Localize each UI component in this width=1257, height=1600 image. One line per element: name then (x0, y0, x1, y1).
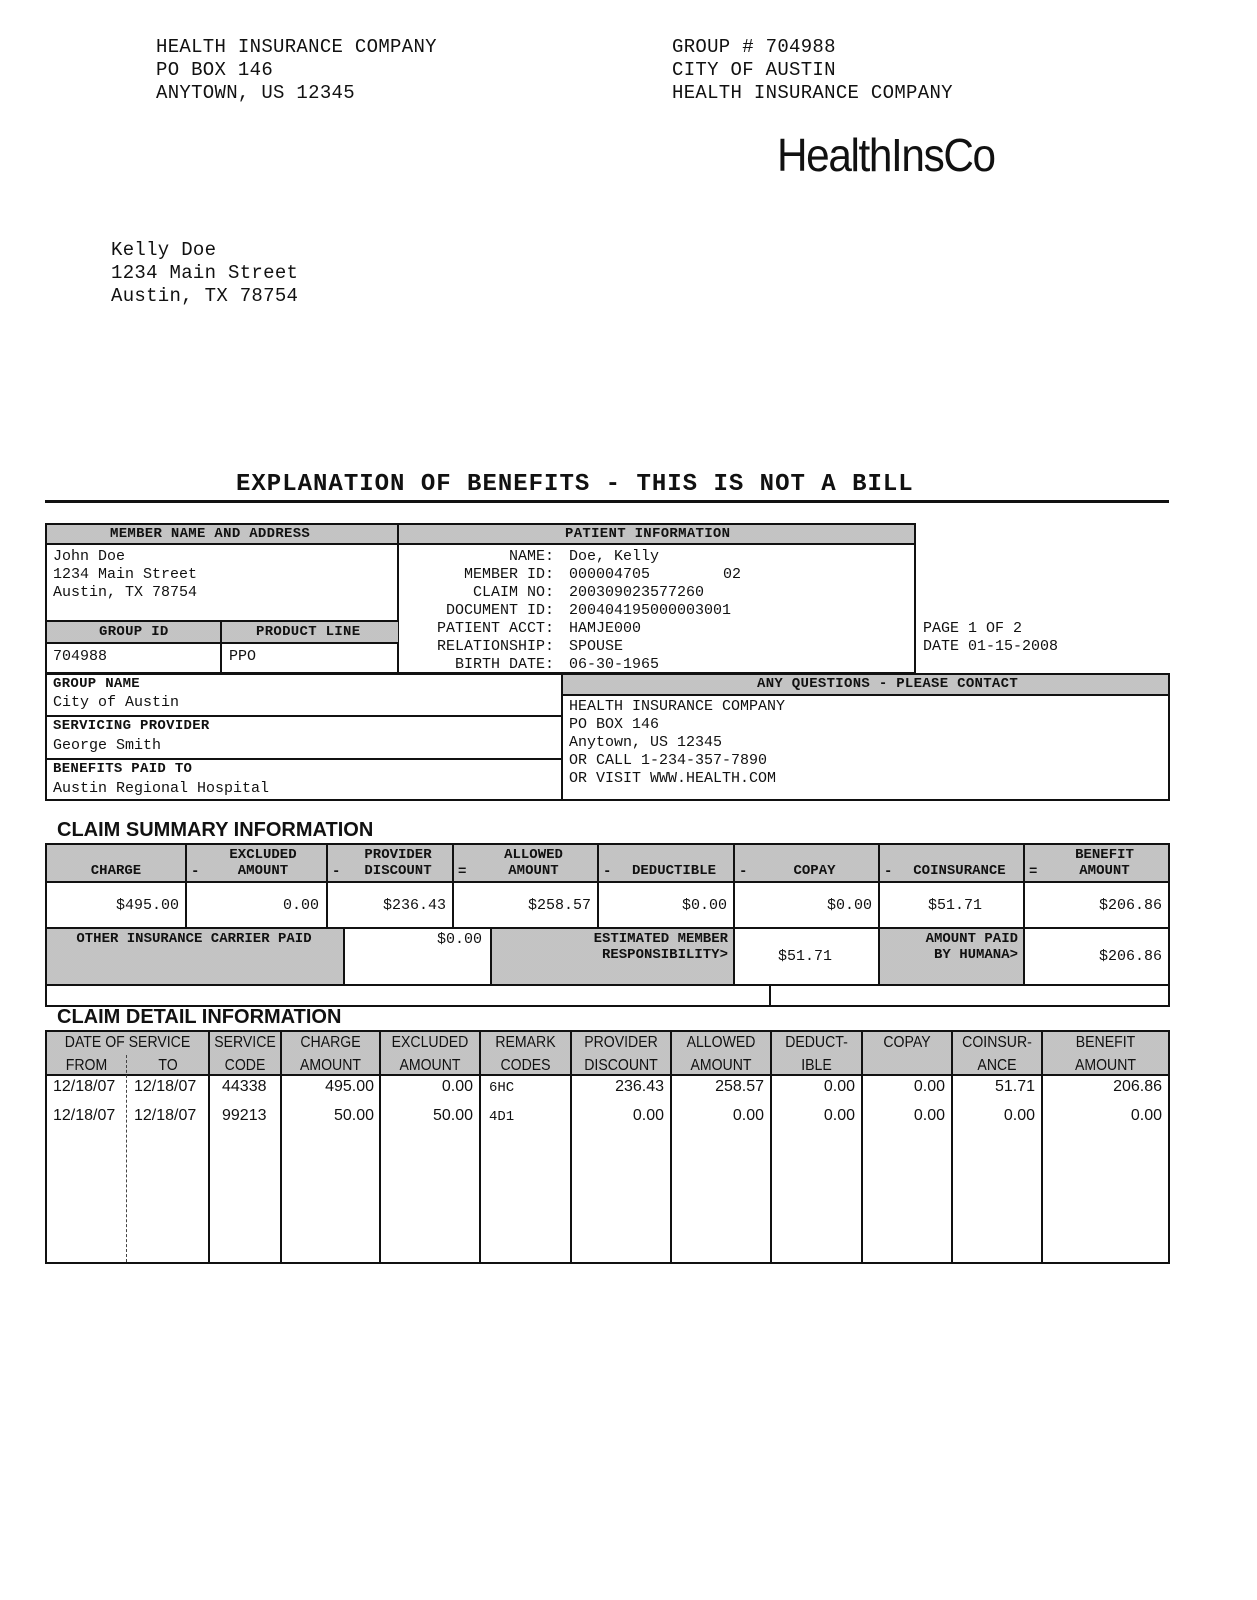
row-service-code: 44338 (222, 1078, 267, 1095)
operator-minus: - (191, 864, 200, 880)
row-allowed: 258.57 (715, 1078, 764, 1095)
row-excluded: 50.00 (432, 1107, 473, 1124)
divider (733, 845, 735, 928)
page-date: DATE 01-15-2008 (923, 638, 1059, 655)
row-provider-discount: 236.43 (615, 1078, 664, 1095)
summary-header-charge: CHARGE (90, 863, 142, 879)
recipient-line: 1234 Main Street (111, 262, 299, 284)
sender-line: ANYTOWN, US 12345 (156, 82, 355, 104)
allowed-amount-header: ALLOWED AMOUNT (686, 1034, 756, 1074)
summary-header-provider-discount: PROVIDER DISCOUNT (364, 847, 432, 879)
member-line: 1234 Main Street (53, 566, 198, 583)
patient-label: CLAIM NO: (472, 584, 554, 601)
patient-label: DOCUMENT ID: (445, 602, 554, 619)
summary-value-excluded: 0.00 (282, 897, 319, 914)
row-benefit: 206.86 (1113, 1078, 1162, 1095)
member-header: MEMBER NAME AND ADDRESS (110, 526, 311, 542)
page-number: PAGE 1 OF 2 (923, 620, 1023, 637)
divider (951, 1032, 953, 1262)
amount-paid-label: AMOUNT PAID BY HUMANA> (925, 931, 1018, 963)
company-logo: HealthInsCo (777, 129, 995, 181)
benefits-paid-to-value: Austin Regional Hospital (53, 780, 270, 797)
row-remark-code: 4D1 (489, 1109, 515, 1125)
divider (597, 845, 599, 928)
sender-line: PO BOX 146 (156, 59, 274, 81)
operator-minus: - (884, 864, 893, 880)
contact-lines (569, 698, 785, 788)
row-from: 12/18/07 (53, 1078, 116, 1095)
divider (878, 845, 880, 928)
divider (185, 845, 187, 928)
operator-equals: = (458, 864, 467, 880)
group-id-label: GROUP ID (99, 624, 169, 640)
summary-header-copay: COPAY (793, 863, 836, 879)
divider (220, 622, 222, 674)
sender-address (156, 36, 437, 105)
patient-label: PATIENT ACCT: (436, 620, 554, 637)
member-id-suffix: 02 (723, 566, 742, 583)
divider (570, 1032, 572, 1262)
group-line: CITY OF AUSTIN (672, 59, 836, 81)
row-deductible: 0.00 (823, 1107, 855, 1124)
summary-value-benefit: $206.86 (1098, 897, 1162, 914)
contact-line: PO BOX 146 (569, 716, 660, 733)
summary-value-provider-discount: $236.43 (382, 897, 446, 914)
document-title: EXPLANATION OF BENEFITS - THIS IS NOT A BILL (236, 471, 914, 498)
divider (770, 1032, 772, 1262)
patient-label: NAME: (508, 548, 554, 565)
patient-header: PATIENT INFORMATION (565, 526, 731, 542)
contact-line: HEALTH INSURANCE COMPANY (569, 698, 786, 715)
est-member-value: $51.71 (778, 948, 833, 965)
row-remark-code: 6HC (489, 1080, 515, 1096)
row-excluded: 0.00 (441, 1078, 473, 1095)
contact-line: OR CALL 1-234-357-7890 (569, 752, 768, 769)
patient-value: 06-30-1965 (569, 656, 660, 673)
divider (479, 1032, 481, 1262)
patient-labels (400, 548, 554, 674)
row-from: 12/18/07 (53, 1107, 116, 1124)
contact-line: Anytown, US 12345 (569, 734, 723, 751)
patient-value: Doe, Kelly (569, 548, 660, 565)
row-deductible: 0.00 (823, 1078, 855, 1095)
summary-header-deductible: DEDUCTIBLE (631, 863, 716, 879)
divider (769, 986, 771, 1006)
date-of-service-header: DATE OF SERVICE (64, 1034, 191, 1051)
row-coinsurance: 51.71 (994, 1078, 1035, 1095)
member-line: John Doe (53, 548, 126, 565)
group-id-value: 704988 (53, 648, 108, 665)
divider (861, 1032, 863, 1262)
from-header: FROM (65, 1057, 108, 1074)
divider (670, 1032, 672, 1262)
patient-label: RELATIONSHIP: (436, 638, 554, 655)
group-name-value: City of Austin (53, 694, 180, 711)
row-to: 12/18/07 (134, 1107, 197, 1124)
divider (379, 1032, 381, 1262)
contact-header: ANY QUESTIONS - PLEASE CONTACT (757, 676, 1019, 692)
patient-value: 200404195000003001 (569, 602, 732, 619)
product-line-value: PPO (229, 648, 257, 665)
coinsurance-header: COINSUR- ANCE (962, 1034, 1032, 1074)
divider (326, 845, 328, 928)
benefits-paid-to-label: BENEFITS PAID TO (53, 761, 193, 777)
operator-equals: = (1029, 864, 1038, 880)
row-benefit: 0.00 (1130, 1107, 1162, 1124)
recipient-line: Austin, TX 78754 (111, 285, 299, 307)
summary-value-allowed: $258.57 (527, 897, 591, 914)
patient-label: BIRTH DATE: (454, 656, 554, 673)
summary-header-allowed: ALLOWED AMOUNT (504, 847, 563, 879)
remark-codes-header: REMARK CODES (495, 1034, 556, 1074)
patient-value: SPOUSE (569, 638, 624, 655)
group-block (672, 36, 953, 105)
row-provider-discount: 0.00 (632, 1107, 664, 1124)
row-copay: 0.00 (913, 1107, 945, 1124)
summary-header-excluded: EXCLUDED AMOUNT (229, 847, 297, 879)
other-carrier-value: $0.00 (436, 931, 482, 948)
operator-minus: - (332, 864, 341, 880)
provider-discount-header: PROVIDER DISCOUNT (584, 1034, 658, 1074)
member-address (53, 548, 197, 602)
patient-value: 200309023577260 (569, 584, 705, 601)
member-line: Austin, TX 78754 (53, 584, 198, 601)
amount-paid-value: $206.86 (1098, 948, 1162, 965)
operator-minus: - (739, 864, 748, 880)
divider (1023, 845, 1025, 928)
patient-value: 000004705 (569, 566, 651, 583)
divider (280, 1032, 282, 1262)
product-line-label: PRODUCT LINE (256, 624, 361, 640)
recipient-line: Kelly Doe (111, 239, 217, 261)
group-line: GROUP # 704988 (672, 36, 836, 58)
row-to: 12/18/07 (134, 1078, 197, 1095)
summary-value-copay: $0.00 (826, 897, 872, 914)
divider (47, 984, 1168, 986)
to-header: TO (158, 1057, 178, 1074)
group-name-label: GROUP NAME (53, 676, 141, 692)
patient-values (569, 548, 731, 674)
row-charge: 495.00 (325, 1078, 374, 1095)
row-service-code: 99213 (222, 1107, 267, 1124)
group-line: HEALTH INSURANCE COMPANY (672, 82, 953, 104)
claim-detail-title: CLAIM DETAIL INFORMATION (57, 1006, 342, 1028)
servicing-provider-value: George Smith (53, 737, 162, 754)
copay-header: COPAY (883, 1034, 931, 1051)
divider (452, 845, 454, 928)
summary-value-deductible: $0.00 (681, 897, 727, 914)
excluded-amount-header: EXCLUDED AMOUNT (391, 1034, 469, 1074)
divider (47, 715, 562, 717)
deductible-header: DEDUCT- IBLE (785, 1034, 848, 1074)
summary-value-charge: $495.00 (115, 897, 179, 914)
operator-minus: - (603, 864, 612, 880)
divider (397, 525, 399, 674)
charge-amount-header: CHARGE AMOUNT (299, 1034, 361, 1074)
divider (733, 929, 735, 984)
page-info (923, 620, 1058, 656)
summary-header-coinsurance: COINSURANCE (913, 863, 1006, 879)
benefit-amount-header: BENEFIT AMOUNT (1074, 1034, 1136, 1074)
claim-summary-title: CLAIM SUMMARY INFORMATION (57, 819, 374, 841)
service-code-header: SERVICE CODE (214, 1034, 276, 1074)
dashed-divider (126, 1055, 127, 1262)
contact-line: OR VISIT WWW.HEALTH.COM (569, 770, 777, 787)
summary-value-coinsurance: $51.71 (927, 897, 982, 914)
patient-label: MEMBER ID: (463, 566, 554, 583)
summary-header-benefit: BENEFIT AMOUNT (1075, 847, 1134, 879)
sender-line: HEALTH INSURANCE COMPANY (156, 36, 437, 58)
servicing-provider-label: SERVICING PROVIDER (53, 718, 210, 734)
row-allowed: 0.00 (732, 1107, 764, 1124)
row-coinsurance: 0.00 (1003, 1107, 1035, 1124)
row-copay: 0.00 (913, 1078, 945, 1095)
divider (1041, 1032, 1043, 1262)
other-carrier-label: OTHER INSURANCE CARRIER PAID (76, 931, 312, 947)
patient-value: HAMJE000 (569, 620, 642, 637)
divider (47, 758, 562, 760)
divider (208, 1032, 210, 1262)
recipient-address (111, 239, 298, 308)
est-member-label: ESTIMATED MEMBER RESPONSIBILITY> (593, 931, 728, 963)
title-rule (45, 500, 1169, 503)
row-charge: 50.00 (333, 1107, 374, 1124)
